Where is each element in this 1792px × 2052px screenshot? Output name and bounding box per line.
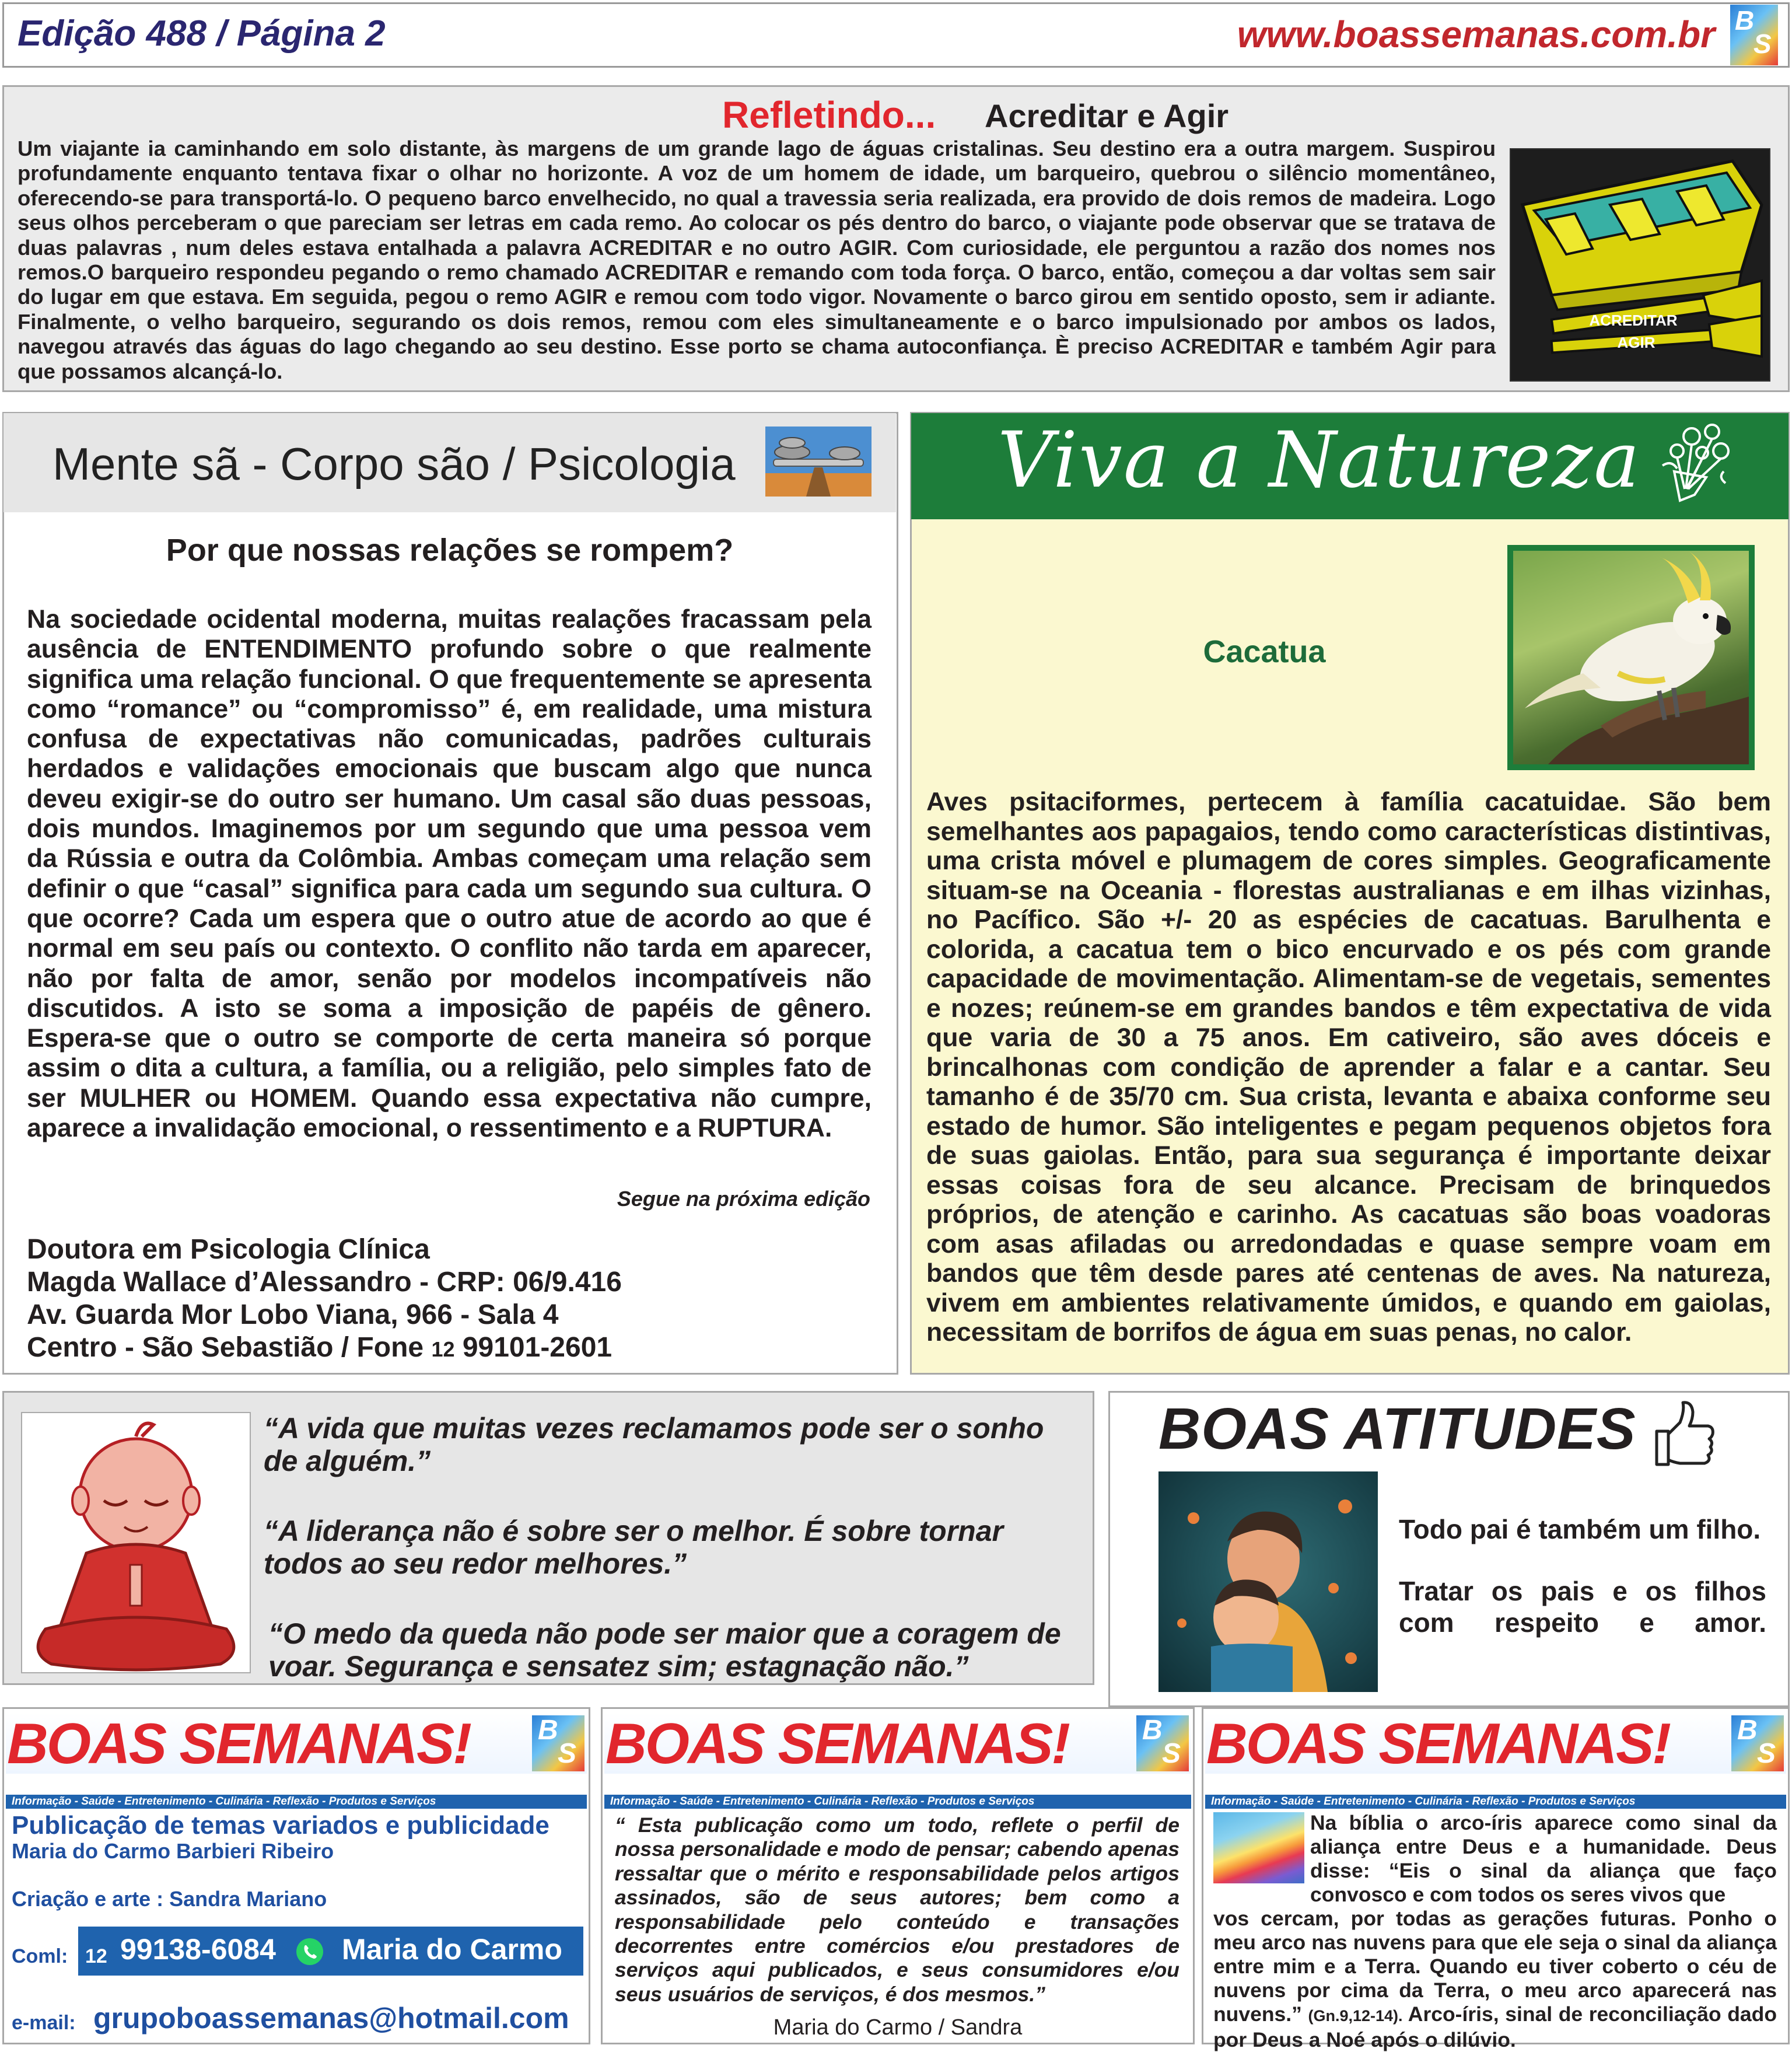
phone-ddd: 12 bbox=[85, 1945, 107, 1967]
refletindo-title: Refletindo... bbox=[722, 94, 936, 136]
boat-illustration bbox=[1510, 148, 1770, 382]
signature-name: Magda Wallace d’Alessandro - CRP: 06/9.416 bbox=[27, 1267, 622, 1298]
art-credit: Criação e arte : Sandra Mariano bbox=[12, 1887, 327, 1911]
rainbow-image bbox=[1213, 1812, 1304, 1883]
phone-number[interactable]: 99138-6084 bbox=[120, 1933, 276, 1966]
footer-banner-title: BOAS SEMANAS! bbox=[606, 1713, 1069, 1774]
natureza-section-title: Viva a Natureza bbox=[998, 415, 1641, 505]
bs-logo-small: B S bbox=[1731, 1715, 1784, 1771]
meditating-monk-icon bbox=[22, 1413, 250, 1672]
psicologia-text: Na sociedade ocidental moderna, muitas realações fracassam pela ausência de ENTENDIMENTO profundo sobre o que realmente significa uma relação funcional. O que frequentemente se apresenta como “romance” ou “compromisso” é, em realidade, uma mistura confusa de expectativas não comunicadas, padrões culturais herdados e validações emocionais que buscam algo que nunca deveu exigir-se do outro ser humano. Um casal são duas pessoas, dois mundos. Imaginemos por um segundo que uma pessoa vem da Rússia e outra da Colômbia. Ambas começam uma relação sem definir o que “casal” significa para cada um segundo sua cultura. O que ocorre? Cada um espera que o outro atue de acordo ao que é normal em seu país ou contexto. O conflito não tarda em aparecer, não por falta de amor, senão por modelos incompatíveis não discutidos. A isto se soma a imposição de papéis de gênero. Espera-se que o outro se comporte de certa maneira só porque assim o dita a cultura, a família, ou a religião, pelo simples fato de ser MULHER ou HOMEM. Quando essa expectativa não cumpre, aparece a invalidação emocional, o ressentimento e a RUPTURA. bbox=[27, 605, 872, 1143]
email-link[interactable]: grupoboassemanas@hotmail.com bbox=[93, 2002, 569, 2034]
signature-ddd: 12 bbox=[431, 1337, 455, 1361]
boas-atitudes-title: BOAS ATITUDES bbox=[1158, 1396, 1636, 1462]
bs-logo-small: B S bbox=[532, 1715, 584, 1771]
thumbs-up-icon bbox=[1651, 1399, 1716, 1469]
bs-logo: B S bbox=[1730, 5, 1778, 65]
father-child-illustration bbox=[1158, 1471, 1378, 1692]
quote-3: “O medo da queda não pode ser maior que a coragem de voar. Segurança e sensatez sim; estagnação não.” bbox=[268, 1617, 1061, 1683]
balanced-stones-icon bbox=[765, 427, 872, 497]
signature-city: Centro - São Sebastião / Fone bbox=[27, 1332, 432, 1363]
monk-illustration bbox=[21, 1412, 251, 1673]
footer-banner-title: BOAS SEMANAS! bbox=[7, 1713, 471, 1774]
footer-strip-2: Informação - Saúde - Entretenimento - Culinária - Reflexão - Produtos e Serviços bbox=[604, 1795, 1191, 1809]
signature-title: Doutora em Psicologia Clínica bbox=[27, 1234, 430, 1265]
rainbow-text-main: vos cercam, por todas as gerações futuras. Ponho o meu arco nas nuvens para que ele seja o sinal da aliança entre mim e a Terra. Quando eu tiver coberto o céu de nuvens por cima da Terra, o meu arco aparecerá nas nuvens.” bbox=[1213, 1907, 1777, 2026]
boas-atitudes-line2: Tratar os pais e os filhos com respeito e amor. bbox=[1399, 1576, 1766, 1638]
rainbow-text-top: Na bíblia o arco-íris aparece como sinal da aliança entre Deus e a humanidade. Deus disse: “Eis o sinal da aliança que faço convosco e com todos os seres vivos que bbox=[1310, 1811, 1777, 1906]
signature-number: 99101-2601 bbox=[454, 1332, 612, 1363]
edition-label: Edição 488 / Página 2 bbox=[18, 13, 386, 54]
boat-icon bbox=[1511, 149, 1769, 380]
family-hug-icon bbox=[1158, 1471, 1378, 1692]
website-link[interactable]: www.boassemanas.com.br bbox=[1237, 13, 1715, 55]
signature-address: Av. Guarda Mor Lobo Viana, 966 - Sala 4 bbox=[27, 1299, 559, 1330]
refletindo-subtitle: Acreditar e Agir bbox=[985, 97, 1229, 134]
rainbow-text-end: Arco-íris, sinal de reconciliação dado por Deus a Noé após o dilúvio. bbox=[1213, 2002, 1777, 2051]
signature-phone bbox=[27, 1331, 622, 1366]
psicologia-question: Por que nossas relações se rompem? bbox=[166, 533, 734, 568]
publisher-name: Maria do Carmo Barbieri Ribeiro bbox=[12, 1839, 334, 1863]
oar-label-acreditar: ACREDITAR bbox=[1589, 312, 1678, 329]
footer-strip-3: Informação - Saúde - Entretenimento - Culinária - Reflexão - Produtos e Serviços bbox=[1205, 1795, 1786, 1809]
refletindo-text: Um viajante ia caminhando em solo distante, às margens de um grande lago de águas cristalinas. Seu destino era a outra margem. Suspirou profundamente enquanto tentava fixar o olhar no horizonte. A voz de um homem de idade, um barqueiro, quebrou o silêncio momentâneo, oferecendo-se para transportá-lo. O pequeno barco envelhecido, no qual a travessia seria realizada, era provido de dois remos de madeira. Logo seus olhos perceberam o que pareciam ser letras em cada remo. Ao colocar os pés dentro do barco, o viajante pode observar que se tratava de duas palavras , num deles estava entalhada a palavra ACREDITAR e no outro AGIR. Com curiosidade, ele perguntou a razão dos nomes nos remos.O barqueiro respondeu pegando o remo chamado ACREDITAR e remando com toda força. O barco, então, começou a dar voltas sem sair do lugar em que estava. Em seguida, pegou o remo AGIR e remou com todo vigor. Novamente o barco girou em sentido oposto, sem ir adiante. Finalmente, o velho barqueiro, segurando os dois remos, remou com eles simultaneamente e o barco impulsionado por ambos os lados, navegou através das águas do lago chegando ao seu destino. Esse porto se chama autoconfiança. È preciso ACREDITAR e também Agir para que possamos alcançá-lo. bbox=[18, 137, 1496, 383]
oar-label-agir: AGIR bbox=[1617, 334, 1656, 351]
bs-logo-small: B S bbox=[1136, 1715, 1189, 1771]
psicologia-section-title: Mente sã - Corpo são / Psicologia bbox=[52, 438, 736, 490]
natureza-title: Cacatua bbox=[1203, 634, 1326, 669]
whatsapp-icon[interactable] bbox=[296, 1938, 323, 1965]
disclaimer-text: “ Esta publicação como um todo, reflete o perfil de nossa personalidade e modo de pensar; cabendo apenas ressaltar que o mérito e responsabilidade pelos artigos assinados, são de seus autores; bem como a responsabilidade pelo conteúdo e transações decorrentes entre comércios e/ou prestadores de serviços aqui publicados, e seus consumidores e/ou seus usuários de serviços, é dos mesmos.” bbox=[615, 1813, 1180, 2006]
footer-banner-title: BOAS SEMANAS! bbox=[1206, 1713, 1670, 1774]
publication-description: Publicação de temas variados e publicidade bbox=[12, 1811, 550, 1840]
psicologia-signature bbox=[27, 1233, 622, 1366]
cockatoo-icon bbox=[1513, 551, 1749, 764]
rainbow-text-bottom bbox=[1213, 1907, 1777, 2052]
contact-name: Maria do Carmo bbox=[342, 1933, 562, 1966]
natureza-text: Aves psitaciformes, pertecem à família cacatuidae. São bem semelhantes aos papagaios, tendo como características distintivas, uma crista móvel e plumagem de cores simples. Geograficamente situam-se na Oceania - florestas australianas e em ilhas vizinhas, no Pacífico. São +/- 20 as espécies de cacatuas. Barulhenta e colorida, a cacatua tem o bico encurvado e os pés com grande capacidade de movimentação. Alimentam-se de vegetais, sementes e nozes; reúnem-se em grandes bandos e têm expectativa de vida que varia de 30 a 75 anos. Em cativeiro, são aves dóceis e brincalhonas com condição de aprender a falar e a cantar. Seu tamanho é de 35/70 cm. Sua crista, levanta e abaixa conforme seu estado de humor. São inteligentes e pegam pequenos objetos fora de suas gaiolas. Então, para sua segurança é importante deixar essas coisas fora de seu alcance. Precisam de brinquedos próprios, de atenção e carinho. As cacatuas são boas voadoras com asas afiladas ou arredondadas e quase sempre voam em bandos que têm desde pares até centenas de aves. Na natureza, vivem em ambientes relativamente úmidos, e quando em gaiolas, necessitam de borrifos de água em suas penas, no calor. bbox=[926, 788, 1771, 1347]
disclaimer-signature: Maria do Carmo / Sandra bbox=[773, 2015, 1023, 2040]
continue-note: Segue na próxima edição bbox=[617, 1187, 870, 1211]
cockatoo-photo bbox=[1507, 545, 1755, 770]
footer-strip-1: Informação - Saúde - Entretenimento - Culinária - Reflexão - Produtos e Serviços bbox=[6, 1795, 587, 1809]
email-label: e-mail: bbox=[12, 2012, 76, 2034]
flower-bouquet-icon bbox=[1651, 419, 1738, 512]
commercial-label: Coml: bbox=[12, 1945, 68, 1967]
quote-2: “A liderança não é sobre ser o melhor. É sobre tornar todos ao seu redor melhores.” bbox=[264, 1515, 1003, 1580]
boas-atitudes-line1: Todo pai é também um filho. bbox=[1399, 1514, 1761, 1544]
bible-reference: (Gn.9,12-14). bbox=[1308, 2007, 1403, 2025]
footer-banner-3 bbox=[1205, 1713, 1786, 1774]
footer-banner-2 bbox=[604, 1713, 1191, 1774]
footer-banner-1 bbox=[6, 1713, 587, 1774]
quote-1: “A vida que muitas vezes reclamamos pode ser o sonho de alguém.” bbox=[264, 1412, 1044, 1477]
